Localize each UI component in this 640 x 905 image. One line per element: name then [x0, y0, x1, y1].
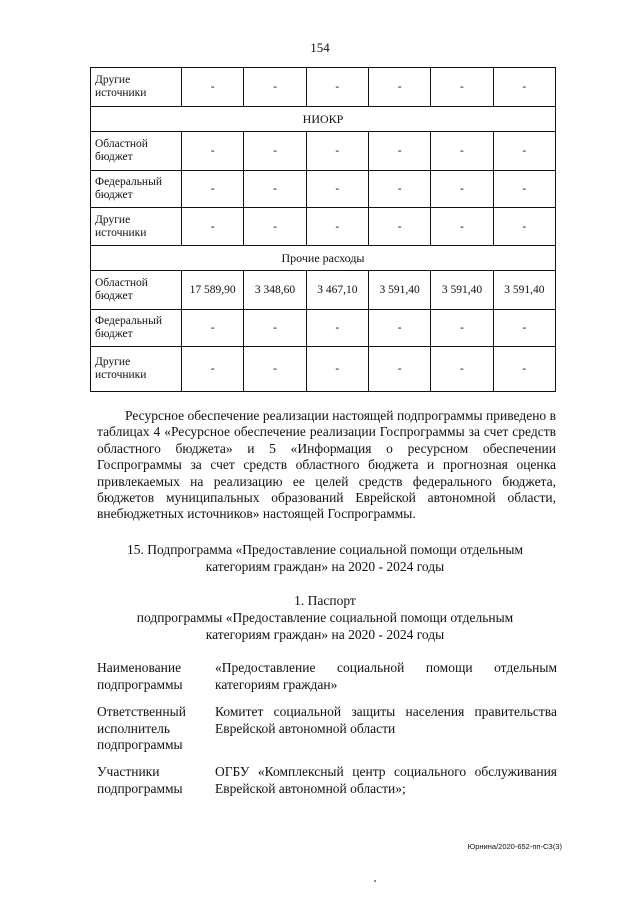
table-cell: 3 591,40 — [368, 271, 430, 310]
row-label: Другие источники — [91, 208, 182, 246]
row-label: Федеральный бюджет — [91, 310, 182, 347]
resource-paragraph: Ресурсное обеспечение реализации настоящей подпрограммы приведено в таблицах 4 «Ресурсное обеспечение реализации Госпрограммы за счет средств областного бюджета» и 5 «Информация о ресурсном обеспечении Госпрограммы за счет средств областного бюджета и прогнозная оценка привлекаемых на реализацию ее целей средств федерального бюджета, бюджетов муниципальных образований Еврейской автономной области, внебюджетных источников» настоящей Госпрограммы. — [97, 408, 556, 522]
table-cell: - — [182, 208, 244, 246]
passport-row-executor — [97, 704, 557, 754]
table-cell: - — [493, 310, 555, 347]
table-cell: - — [368, 310, 430, 347]
section-title: Прочие расходы — [91, 246, 556, 271]
table-cell: - — [493, 68, 555, 107]
passport-value: Комитет социальной защиты населения правительства Еврейской автономной области — [215, 704, 557, 736]
table-cell: 17 589,90 — [182, 271, 244, 310]
table-cell: - — [368, 347, 430, 392]
table-cell: - — [431, 208, 493, 246]
table-cell: - — [244, 208, 306, 246]
table-cell: - — [431, 171, 493, 208]
table-cell: - — [244, 347, 306, 392]
table-cell: - — [306, 68, 368, 107]
row-label: Областной бюджет — [91, 271, 182, 310]
table-cell: - — [182, 310, 244, 347]
passport-value: «Предоставление социальной помощи отдельным категориям граждан» — [215, 660, 557, 692]
table-row — [91, 310, 556, 347]
table-cell: - — [431, 347, 493, 392]
table-cell: 3 348,60 — [244, 271, 306, 310]
table-row — [91, 171, 556, 208]
footer-document-code: Юрнина/2020-652-пп-СЗ(3) — [467, 842, 562, 851]
table-cell: - — [306, 347, 368, 392]
section-heading-line: категориям граждан» на 2020 - 2024 годы — [205, 559, 445, 574]
table-cell: - — [182, 68, 244, 107]
section-heading — [90, 541, 560, 575]
scan-artifact — [374, 880, 376, 882]
passport-label: Участники подпрограммы — [97, 764, 183, 796]
table-cell: - — [493, 132, 555, 171]
table-cell: - — [244, 171, 306, 208]
passport-heading-line: категориям граждан» на 2020 - 2024 годы — [205, 627, 445, 642]
table-cell: - — [244, 132, 306, 171]
table-cell: - — [368, 132, 430, 171]
table-row — [91, 347, 556, 392]
table-cell: - — [306, 208, 368, 246]
table-cell: - — [493, 208, 555, 246]
page-number: 154 — [310, 40, 330, 55]
table-cell: - — [182, 132, 244, 171]
passport-row-name — [97, 660, 557, 693]
passport-heading-line: подпрограммы «Предоставление социальной помощи отдельным — [136, 610, 514, 625]
table-cell: - — [306, 171, 368, 208]
table-cell: - — [431, 68, 493, 107]
table-row — [91, 271, 556, 310]
table-cell: - — [244, 310, 306, 347]
table-cell: - — [368, 171, 430, 208]
table-cell: - — [182, 171, 244, 208]
row-label: Другие источники — [91, 347, 182, 392]
table-cell: - — [431, 310, 493, 347]
table-cell: - — [306, 310, 368, 347]
row-label: Областной бюджет — [91, 132, 182, 171]
passport-value: ОГБУ «Комплексный центр социального обслуживания Еврейской автономной области»; — [215, 764, 557, 796]
passport-label: Наименование подпрограммы — [97, 660, 183, 692]
section-row-other-expenses — [91, 246, 556, 271]
table-cell: 3 467,10 — [306, 271, 368, 310]
section-row-niokr — [91, 107, 556, 132]
table-cell: - — [368, 208, 430, 246]
table-cell: - — [493, 347, 555, 392]
row-label: Другие источники — [91, 68, 182, 107]
table-cell: - — [493, 171, 555, 208]
table-cell: - — [182, 347, 244, 392]
section-title: НИОКР — [91, 107, 556, 132]
section-heading-line: 15. Подпрограмма «Предоставление социальной помощи отдельным — [126, 542, 524, 557]
table-cell: - — [368, 68, 430, 107]
table-cell: 3 591,40 — [493, 271, 555, 310]
table-row — [91, 68, 556, 107]
table-cell: 3 591,40 — [431, 271, 493, 310]
table-row — [91, 208, 556, 246]
passport-heading — [90, 592, 560, 643]
table-cell: - — [244, 68, 306, 107]
passport-label: Ответственный исполнитель подпрограммы — [97, 704, 186, 753]
passport-row-participants — [97, 764, 557, 797]
table-row — [91, 132, 556, 171]
funding-table — [90, 67, 556, 392]
passport-heading-title: 1. Паспорт — [294, 593, 356, 608]
row-label: Федеральный бюджет — [91, 171, 182, 208]
table-cell: - — [306, 132, 368, 171]
table-cell: - — [431, 132, 493, 171]
